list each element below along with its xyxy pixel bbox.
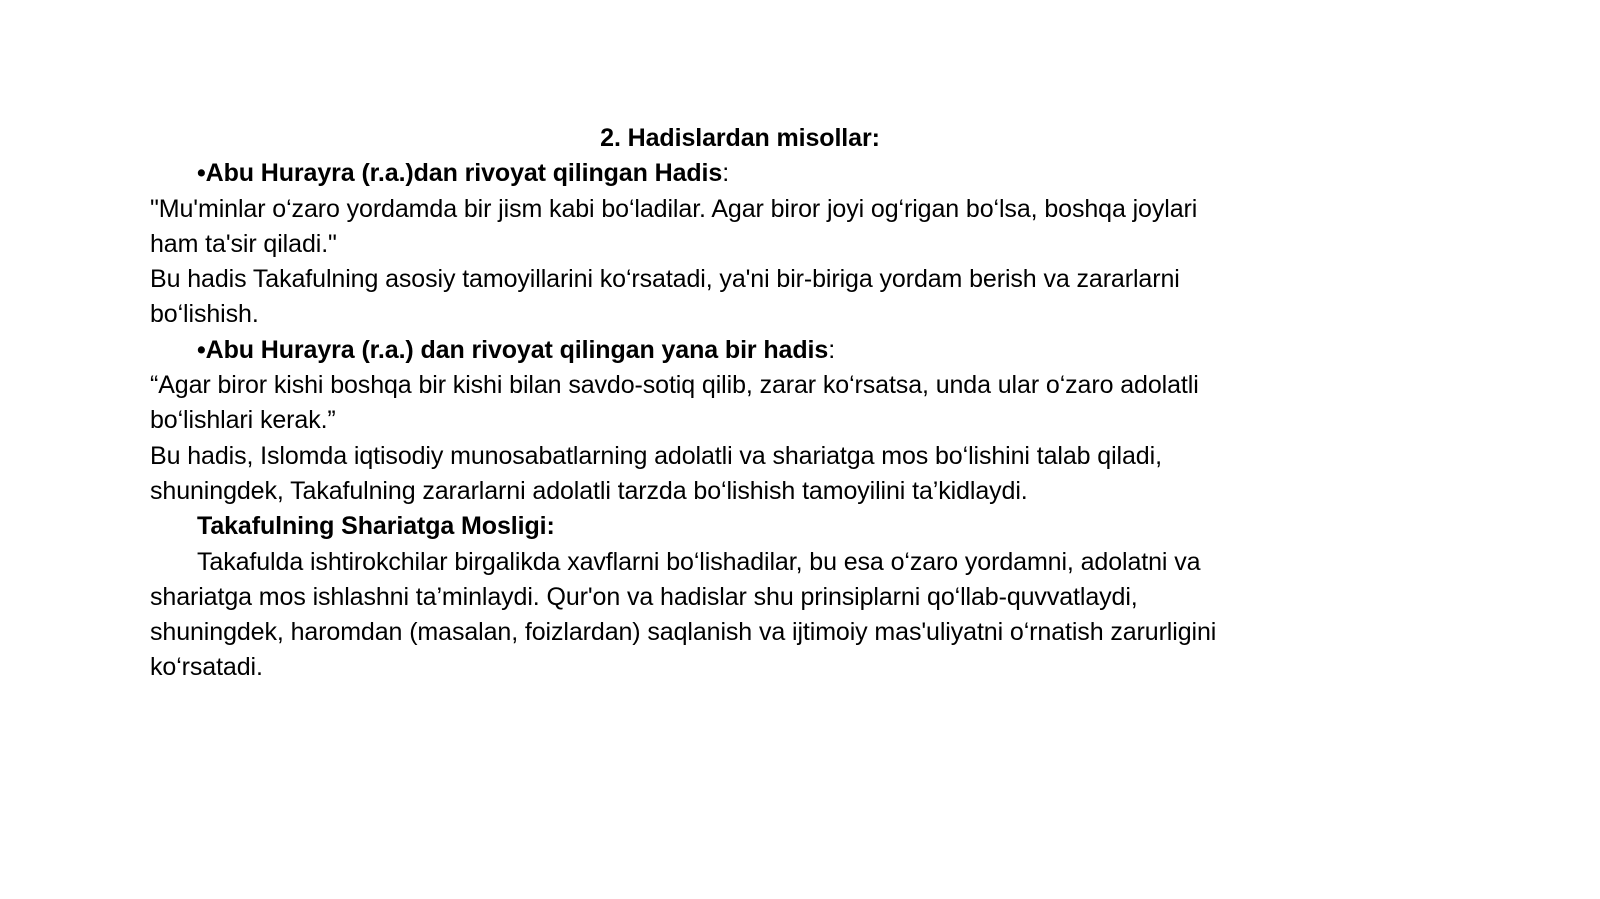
- slide-content: [150, 121, 1330, 686]
- bullet: •: [197, 159, 206, 188]
- section-para-line2: shariatga mos ishlashni ta’minlaydi. Qur'on va hadislar shu prinsiplarni qo‘llab-quvvatlaydi,: [150, 582, 1138, 611]
- hadith1-quote-line1: "Mu'minlar o‘zaro yordamda bir jism kabi bo‘ladilar. Agar biror joyi og‘rigan bo‘lsa, boshqa joylari: [150, 194, 1198, 223]
- hadith2-heading-line: [150, 333, 1330, 368]
- hadith1-explain-line2: bo‘lishish.: [150, 300, 259, 329]
- hadith2-colon: :: [828, 335, 836, 364]
- slide-title-text: 2. Hadislardan misollar:: [600, 124, 880, 152]
- section-para-line3: shuningdek, haromdan (masalan, foizlardan) saqlanish va ijtimoiy mas'uliyatni o‘rnatish zarurligini: [150, 618, 1217, 647]
- hadith1-colon: :: [722, 159, 730, 188]
- hadith2-heading: Abu Hurayra (r.a.) dan rivoyat qilingan yana bir hadis: [205, 335, 829, 364]
- hadith1-quote-line2: ham ta'sir qiladi.": [150, 229, 337, 258]
- bullet: •: [197, 335, 206, 364]
- section-heading: [150, 509, 1330, 544]
- hadith2-quote-line2: bo‘lishlari kerak.”: [150, 406, 336, 435]
- section-heading-text: Takafulning Shariatga Mosligi:: [197, 512, 555, 541]
- slide-title: [150, 121, 1330, 156]
- hadith1-heading-line: [150, 156, 1330, 191]
- hadith1-explain-line1: Bu hadis Takafulning asosiy tamoyillarini ko‘rsatadi, ya'ni bir-biriga yordam berish va zararlarni: [150, 265, 1180, 294]
- hadith2-explain-line2: shuningdek, Takafulning zararlarni adolatli tarzda bo‘lishish tamoyilini ta’kidlaydi.: [150, 476, 1028, 505]
- hadith1-heading: Abu Hurayra (r.a.)dan rivoyat qilingan Hadis: [205, 159, 723, 188]
- section-para-line4: ko‘rsatadi.: [150, 653, 263, 682]
- hadith2-quote-line1: “Agar biror kishi boshqa bir kishi bilan savdo-sotiq qilib, zarar ko‘rsatsa, unda ular o‘zaro adolatli: [150, 371, 1199, 400]
- section-para-line1: Takafulda ishtirokchilar birgalikda xavflarni bo‘lishadilar, bu esa o‘zaro yordamni, adolatni va: [197, 547, 1201, 576]
- hadith2-explain-line1: Bu hadis, Islomda iqtisodiy munosabatlarning adolatli va shariatga mos bo‘lishini talab qiladi,: [150, 441, 1162, 470]
